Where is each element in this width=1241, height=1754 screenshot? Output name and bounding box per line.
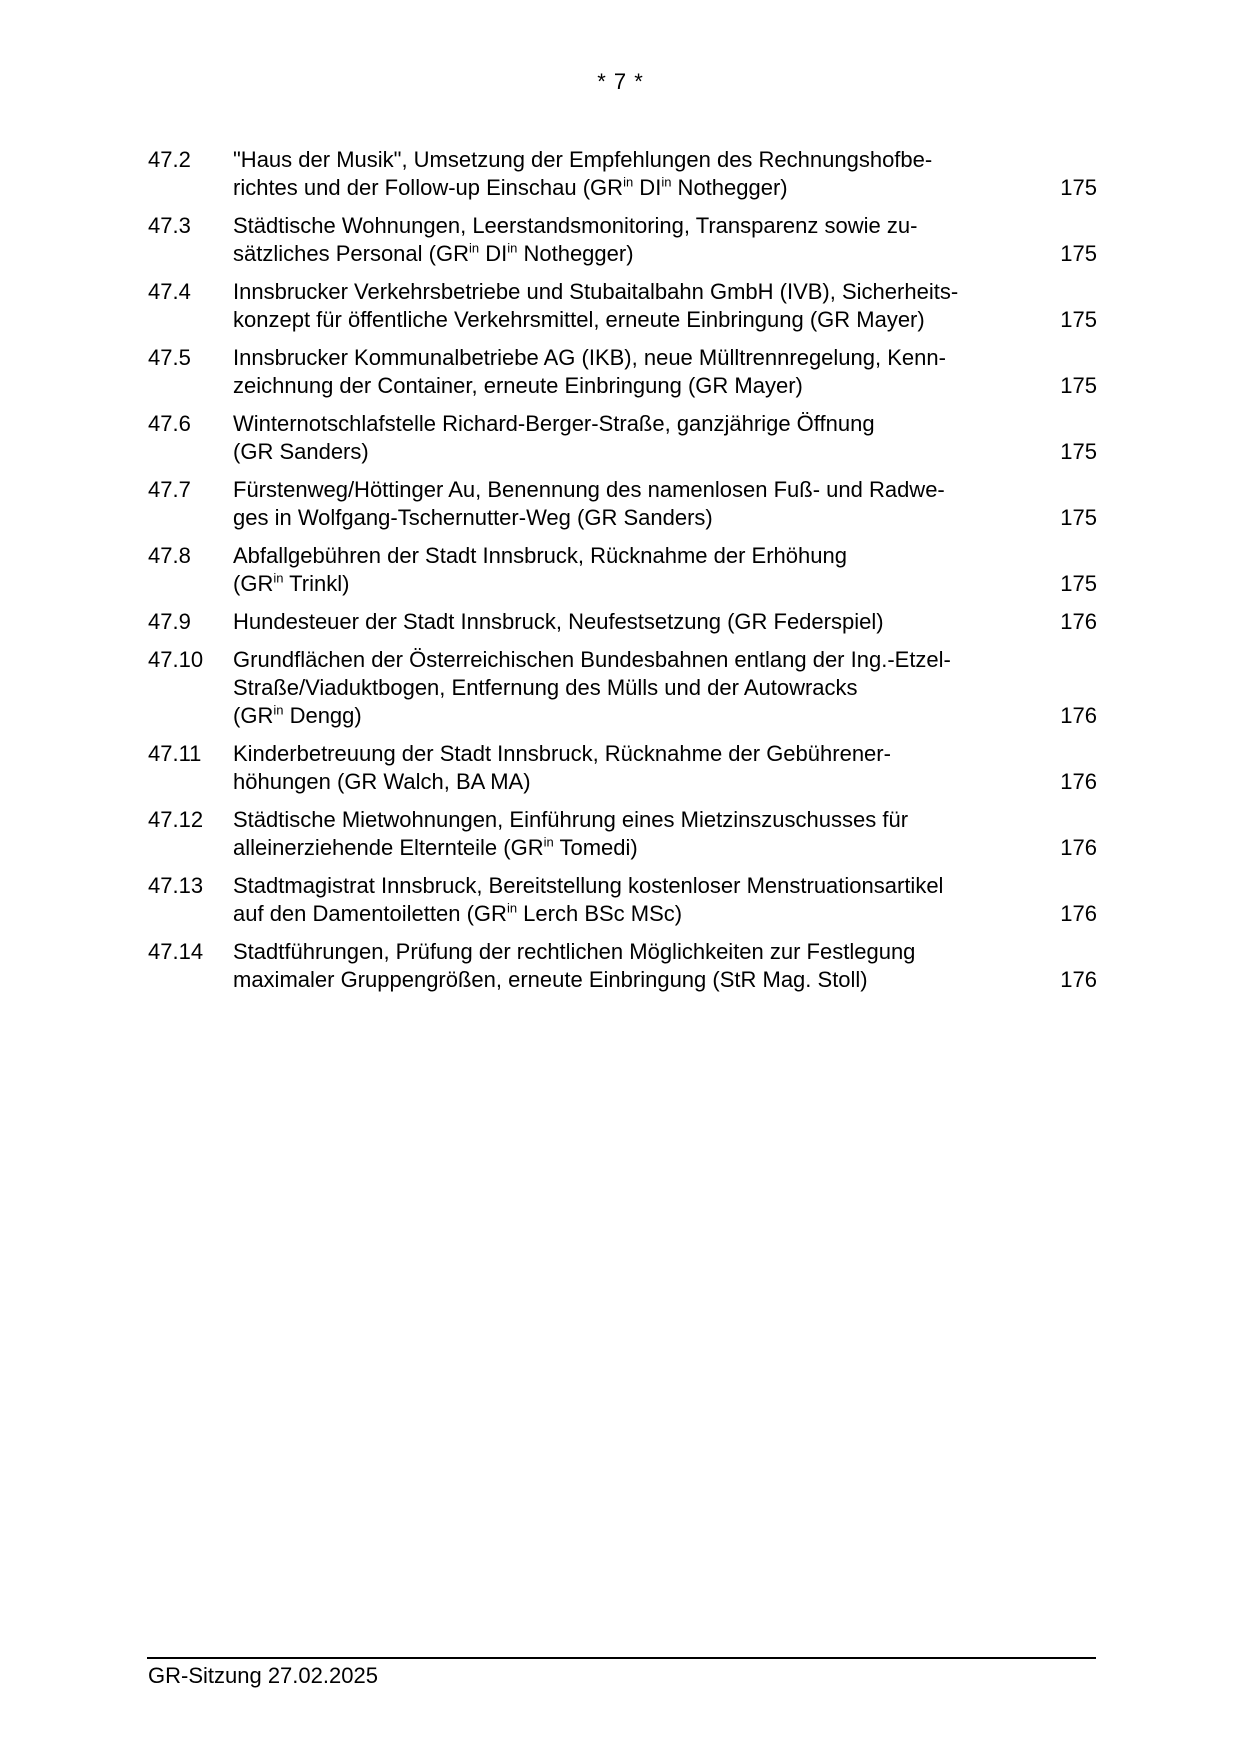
toc-item-line: höhungen (GR Walch, BA MA) bbox=[233, 769, 531, 794]
toc-item-line: Innsbrucker Verkehrsbetriebe und Stubaitalbahn GmbH (IVB), Sicherheits- bbox=[233, 279, 959, 304]
toc-item-line: ($GR^{in}$ Trinkl) bbox=[233, 570, 350, 596]
toc-item-text bbox=[233, 212, 1033, 268]
page-number-marker: * 7 * bbox=[597, 69, 644, 94]
toc-item-line: zeichnung der Container, erneute Einbringung (GR Mayer) bbox=[233, 373, 803, 398]
toc-item-line: Kinderbetreuung der Stadt Innsbruck, Rücknahme der Gebührener- bbox=[233, 741, 891, 766]
toc-item-number: 47.9 bbox=[148, 609, 191, 634]
toc-item-text bbox=[233, 344, 1033, 400]
toc-item-number: 47.8 bbox=[148, 543, 191, 568]
toc-item-number: 47.7 bbox=[148, 477, 191, 502]
toc-item-text bbox=[233, 938, 1033, 994]
toc-item-page-ref: 175 bbox=[1060, 241, 1097, 266]
toc-item-text bbox=[233, 542, 1033, 598]
toc-item-page-ref: 175 bbox=[1060, 175, 1097, 200]
toc-item-number: 47.5 bbox=[148, 345, 191, 370]
toc-item-line: Straße/Viaduktbogen, Entfernung des Mülls und der Autowracks bbox=[233, 675, 858, 700]
toc-item-line: Abfallgebühren der Stadt Innsbruck, Rücknahme der Erhöhung bbox=[233, 543, 847, 568]
toc-item bbox=[148, 806, 1097, 862]
toc-item bbox=[148, 646, 1097, 730]
toc-item-text bbox=[233, 410, 1033, 466]
toc-item-number: 47.6 bbox=[148, 411, 191, 436]
toc-item-text bbox=[233, 476, 1033, 532]
toc-item-text bbox=[233, 146, 1033, 202]
footer-divider bbox=[147, 1657, 1096, 1659]
toc-item-line: "Haus der Musik", Umsetzung der Empfehlungen des Rechnungshofbe- bbox=[233, 147, 933, 172]
toc-item bbox=[148, 344, 1097, 400]
toc-item bbox=[148, 872, 1097, 928]
toc-item bbox=[148, 608, 1097, 636]
toc-item-number: 47.2 bbox=[148, 147, 191, 172]
toc-item-line: richtes und der Follow-up Einschau ($GR^{in}$ $DI^{in}$ Nothegger) bbox=[233, 174, 788, 200]
toc-item-page-ref: 175 bbox=[1060, 439, 1097, 464]
toc-item-number: 47.3 bbox=[148, 213, 191, 238]
toc-item-number: 47.14 bbox=[148, 939, 204, 964]
toc-item bbox=[148, 476, 1097, 532]
toc-item-number: 47.12 bbox=[148, 807, 204, 832]
toc-item-page-ref: 176 bbox=[1060, 769, 1097, 794]
toc-item-number: 47.11 bbox=[148, 741, 202, 766]
toc-item bbox=[148, 146, 1097, 202]
toc-item-line: sätzliches Personal ($GR^{in}$ $DI^{in}$ Nothegger) bbox=[233, 240, 634, 266]
toc-item-line: Städtische Mietwohnungen, Einführung eines Mietzinszuschusses für bbox=[233, 807, 909, 832]
toc-item-line: Hundesteuer der Stadt Innsbruck, Neufestsetzung (GR Federspiel) bbox=[233, 609, 884, 634]
toc-item-text bbox=[233, 806, 1033, 862]
toc-item-line: ges in Wolfgang-Tschernutter-Weg (GR Sanders) bbox=[233, 505, 713, 530]
toc-item-line: Stadtführungen, Prüfung der rechtlichen Möglichkeiten zur Festlegung bbox=[233, 939, 916, 964]
toc-item-page-ref: 176 bbox=[1060, 901, 1097, 926]
toc-item-line: alleinerziehende Elternteile ($GR^{in}$ Tomedi) bbox=[233, 834, 638, 860]
toc-item-line: Fürstenweg/Höttinger Au, Benennung des namenlosen Fuß- und Radwe- bbox=[233, 477, 945, 502]
toc-item-number: 47.13 bbox=[148, 873, 204, 898]
toc-item-text bbox=[233, 608, 1033, 636]
toc-item-page-ref: 175 bbox=[1060, 307, 1097, 332]
toc-item-page-ref: 176 bbox=[1060, 609, 1097, 634]
toc-item-line: Grundflächen der Österreichischen Bundesbahnen entlang der Ing.-Etzel- bbox=[233, 647, 951, 672]
toc-item-text bbox=[233, 278, 1033, 334]
toc-item-line: Innsbrucker Kommunalbetriebe AG (IKB), neue Mülltrennregelung, Kenn- bbox=[233, 345, 946, 370]
toc-item-page-ref: 176 bbox=[1060, 967, 1097, 992]
toc-item bbox=[148, 278, 1097, 334]
toc-item-line: konzept für öffentliche Verkehrsmittel, erneute Einbringung (GR Mayer) bbox=[233, 307, 925, 332]
toc-item-page-ref: 175 bbox=[1060, 505, 1097, 530]
toc-item-text bbox=[233, 872, 1033, 928]
toc-item-number: 47.10 bbox=[148, 647, 204, 672]
toc-item-number: 47.4 bbox=[148, 279, 191, 304]
toc-item-line: ($GR^{in}$ Dengg) bbox=[233, 702, 362, 728]
toc-item bbox=[148, 938, 1097, 994]
footer-text: GR-Sitzung 27.02.2025 bbox=[148, 1663, 378, 1688]
toc-item-line: auf den Damentoiletten ($GR^{in}$ Lerch BSc MSc) bbox=[233, 900, 683, 926]
table-of-contents bbox=[148, 146, 1097, 1004]
toc-item-text bbox=[233, 740, 1033, 796]
toc-item bbox=[148, 740, 1097, 796]
toc-item-line: (GR Sanders) bbox=[233, 439, 369, 464]
toc-item bbox=[148, 212, 1097, 268]
toc-item bbox=[148, 542, 1097, 598]
toc-item-line: Winternotschlafstelle Richard-Berger-Straße, ganzjährige Öffnung bbox=[233, 411, 875, 436]
toc-item bbox=[148, 410, 1097, 466]
toc-item-page-ref: 176 bbox=[1060, 703, 1097, 728]
toc-item-line: maximaler Gruppengrößen, erneute Einbringung (StR Mag. Stoll) bbox=[233, 967, 868, 992]
toc-item-page-ref: 175 bbox=[1060, 373, 1097, 398]
toc-item-text bbox=[233, 646, 1033, 730]
toc-item-page-ref: 175 bbox=[1060, 571, 1097, 596]
toc-item-page-ref: 176 bbox=[1060, 835, 1097, 860]
toc-item-line: Städtische Wohnungen, Leerstandsmonitoring, Transparenz sowie zu- bbox=[233, 213, 918, 238]
toc-item-line: Stadtmagistrat Innsbruck, Bereitstellung kostenloser Menstruationsartikel bbox=[233, 873, 944, 898]
